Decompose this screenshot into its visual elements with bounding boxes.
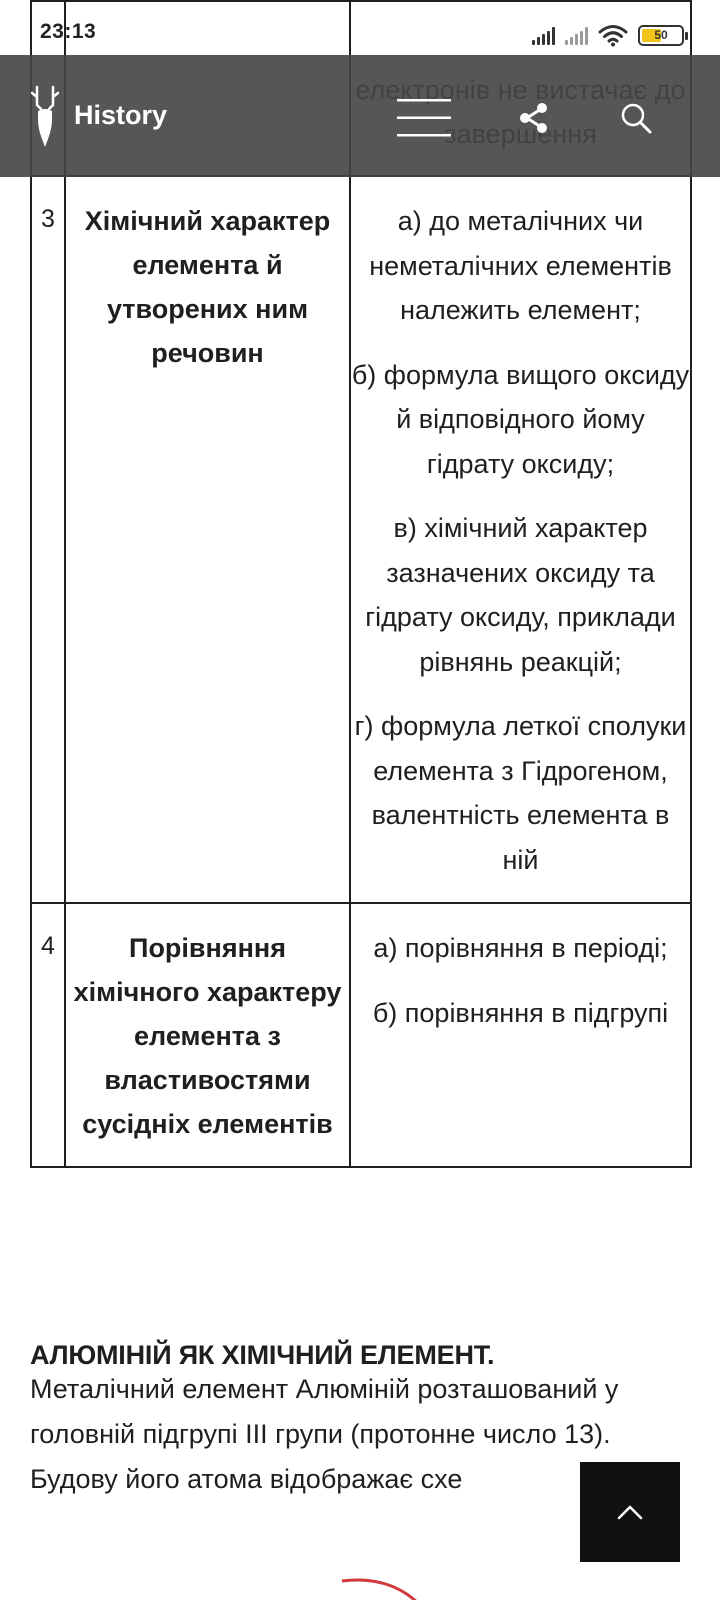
table-cell-description (350, 903, 691, 1167)
scroll-to-top-button[interactable] (580, 1462, 680, 1562)
chevron-up-icon (617, 1504, 643, 1520)
share-icon (518, 102, 550, 134)
site-header (0, 55, 720, 177)
table-list-item: б) формула вищого оксиду й відповідного йому гідрату оксиду; (351, 359, 690, 479)
table-cell-number: 4 (31, 903, 65, 1167)
table-list-item: б) порівняння в підгрупі (372, 997, 669, 1028)
table-cell-description (350, 176, 691, 903)
search-button[interactable] (608, 93, 664, 143)
battery-level: 50 (654, 27, 668, 42)
search-icon (620, 102, 652, 134)
table-list-item: г) формула леткої сполуки елемента з Гідрогеном, валентність елемента в ній (354, 711, 687, 875)
table-cell-criterion: Хімічний характер елемента й утворених ним речовин (65, 176, 350, 903)
table-cell-number: 3 (31, 176, 65, 903)
table-list-item: а) до металічних чи неметалічних елементів належить елемент; (369, 206, 672, 325)
table-row (31, 903, 691, 1167)
section-heading: АЛЮМІНІЙ ЯК ХІМІЧНИЙ ЕЛЕМЕНТ. (30, 1340, 495, 1370)
table-cell-criterion: Порівняння хімічного характеру елемента з властивостями сусідніх елементів (65, 903, 350, 1167)
hamburger-menu-icon (397, 96, 451, 140)
table-list-item: в) хімічний характер зазначених оксиду та гідрату оксиду, приклади рівнянь реакцій; (365, 513, 676, 677)
table-list-item: а) порівняння в періоді; (373, 933, 668, 963)
diagram-fragment (330, 1575, 450, 1600)
site-brand[interactable]: History (74, 100, 168, 130)
section-paragraph: Металічний елемент Алюміній розташований у головній підгрупі III групи (протонне число 13). Будову його атома відображає схе (30, 1374, 619, 1494)
deer-head-icon[interactable] (28, 85, 62, 149)
table-row (31, 176, 691, 903)
menu-button[interactable] (396, 93, 452, 143)
share-button[interactable] (506, 93, 562, 143)
status-time: 23:13 (40, 20, 97, 43)
